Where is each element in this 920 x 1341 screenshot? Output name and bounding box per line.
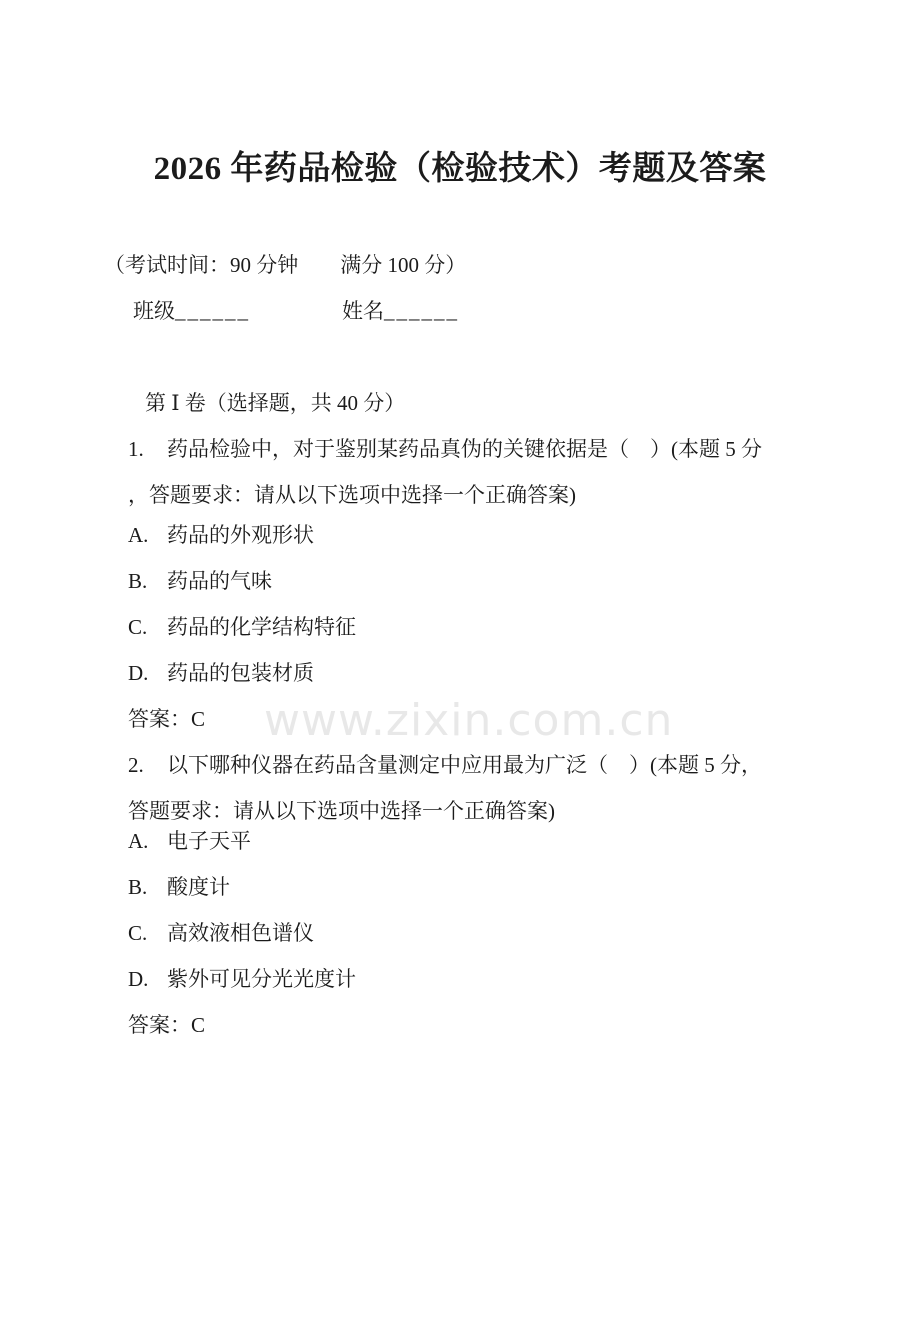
name-blank-field: ______ bbox=[384, 299, 459, 323]
question-2-stem-line-1 bbox=[128, 742, 920, 788]
option-label: D. bbox=[128, 967, 149, 991]
option-label: C. bbox=[128, 615, 148, 639]
question-2-stem-line-2: 答题要求：请从以下选项中选择一个正确答案) bbox=[128, 799, 555, 823]
exam-document bbox=[0, 150, 920, 1048]
question-block-1 bbox=[128, 426, 920, 746]
option-text: 药品的化学结构特征 bbox=[167, 615, 356, 639]
option-label: D. bbox=[128, 661, 149, 685]
option-row bbox=[128, 558, 920, 604]
option-row bbox=[128, 650, 920, 696]
option-label: C. bbox=[128, 921, 148, 945]
option-row bbox=[128, 512, 920, 558]
option-text: 高效液相色谱仪 bbox=[167, 921, 314, 945]
watermark-text: www.zixin.com.cn bbox=[264, 695, 674, 746]
class-blank-field: ______ bbox=[175, 299, 250, 323]
page-title: 2026 年药品检验（检验技术）考题及答案 bbox=[153, 151, 767, 187]
section-header: 第 Ⅰ 卷（选择题，共 40 分） bbox=[145, 391, 406, 415]
question-2-options bbox=[128, 818, 920, 1048]
option-text: 电子天平 bbox=[167, 829, 251, 853]
question-1-stem-text: 药品检验中，对于鉴别某药品真伪的关键依据是（ ）(本题 5 分 bbox=[167, 437, 762, 461]
option-text: 酸度计 bbox=[167, 875, 230, 899]
question-1-options bbox=[128, 512, 920, 746]
option-text: 药品的包装材质 bbox=[167, 661, 314, 685]
option-label: B. bbox=[128, 875, 148, 899]
question-block-2 bbox=[128, 742, 920, 1048]
option-text: 药品的外观形状 bbox=[167, 523, 314, 547]
question-1-stem-line-1 bbox=[128, 426, 920, 472]
option-label: A. bbox=[128, 829, 149, 853]
answer-line-2: 答案：C bbox=[128, 1013, 206, 1037]
question-1-stem-line-2: ，答题要求：请从以下选项中选择一个正确答案) bbox=[128, 483, 576, 507]
class-name-line bbox=[133, 288, 920, 334]
question-2-number: 2. bbox=[128, 753, 144, 777]
option-label: A. bbox=[128, 523, 149, 547]
document-body bbox=[104, 242, 920, 1048]
answer-line-1: 答案：C bbox=[128, 707, 206, 731]
option-row bbox=[128, 956, 920, 1002]
name-label: 姓名 bbox=[342, 299, 384, 323]
option-text: 紫外可见分光光度计 bbox=[167, 967, 356, 991]
question-2-stem-text: 以下哪种仪器在药品含量测定中应用最为广泛（ ）(本题 5 分， bbox=[167, 753, 762, 777]
option-text: 药品的气味 bbox=[167, 569, 272, 593]
option-row bbox=[128, 910, 920, 956]
option-label: B. bbox=[128, 569, 148, 593]
option-row bbox=[128, 604, 920, 650]
question-1-number: 1. bbox=[128, 437, 144, 461]
exam-info-line: （考试时间：90 分钟 满分 100 分） bbox=[104, 253, 467, 277]
option-row bbox=[128, 864, 920, 910]
class-label: 班级 bbox=[133, 299, 175, 323]
